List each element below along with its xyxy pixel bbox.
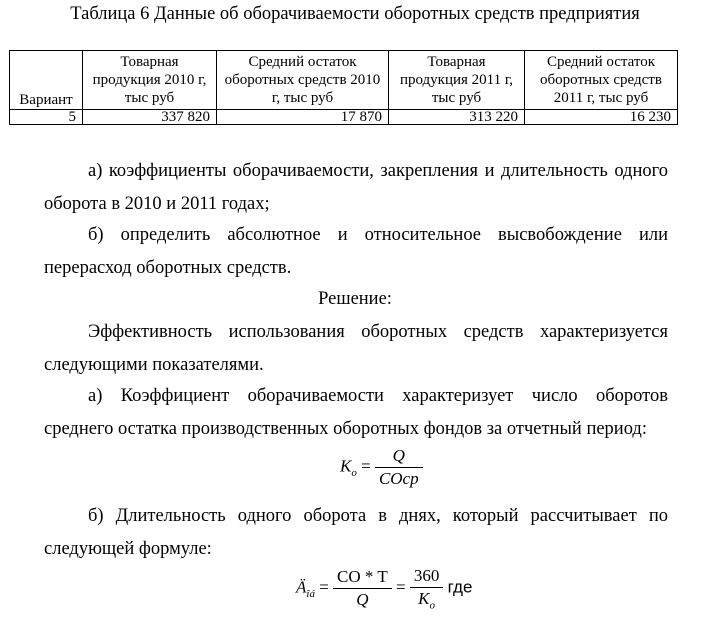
cell-variant: 5 (10, 110, 83, 125)
formula2-fraction2 (410, 566, 444, 611)
table-header-row (10, 51, 678, 110)
cell-product-2010: 337 820 (83, 110, 217, 125)
header-avg-balance-2010: Средний остаток оборотных средств 2010 г, тыс руб (217, 51, 389, 110)
paragraph-duration: б) Длительность одного оборота в днях, который рассчитывает по следующей формуле: (44, 506, 668, 559)
table-title: Таблица 6 Данные об оборачиваемости оборотных средств предприятия (70, 4, 640, 24)
formula1-numerator: Q (392, 446, 405, 465)
paragraph-b: б) определить абсолютное и относительное высвобождение или перерасход оборотных средств. (44, 225, 668, 278)
paragraph-a: а) коэффициенты оборачиваемости, закрепления и длительность одного оборота в 2010 и 2011 годах; (44, 161, 668, 214)
paragraph-efficiency: Эффективность использования оборотных средств характеризуется следующими показателями. (44, 322, 668, 375)
formula2-denominator1: Q (333, 588, 392, 610)
formula2-tail: где (447, 577, 473, 597)
formula2-eq2: = (396, 577, 406, 597)
paragraph-coef: а) Коэффициент оборачиваемости характеризует число оборотов среднего остатка производственных оборотных фондов за отчетный период: (44, 386, 668, 439)
formula2-fraction1 (333, 567, 392, 610)
formula-turnover-duration (296, 566, 472, 611)
formula1-lhs-sub: o (351, 466, 357, 479)
formula-turnover-coefficient (340, 446, 423, 489)
formula1-fraction (375, 446, 423, 489)
formula2-numerator2: 360 (413, 566, 440, 585)
cell-avg-balance-2010: 17 870 (217, 110, 389, 125)
header-avg-balance-2011: Средний остаток оборотных средств 2011 г, тыс руб (525, 51, 678, 110)
data-table (9, 50, 678, 125)
cell-avg-balance-2011: 16 230 (525, 110, 678, 125)
formula2-denominator2: $K_o$ (410, 587, 444, 611)
table-row (10, 110, 678, 125)
formula2-numerator1: CO * T (337, 567, 388, 587)
header-product-2010: Товарная продукция 2010 г, тыс руб (83, 51, 217, 110)
formula2-lhs-sub: îá (306, 588, 315, 600)
header-product-2011: Товарная продукция 2011 г, тыс руб (389, 51, 525, 110)
cell-product-2011: 313 220 (389, 110, 525, 125)
formula1-eq: = (361, 456, 371, 476)
header-variant: Вариант (10, 51, 83, 110)
formula1-denominator: COcp (375, 467, 423, 489)
formula2-eq1: = (319, 577, 329, 597)
solution-heading: Решение: (318, 289, 392, 309)
formula1-lhs: K (340, 456, 352, 476)
formula2-lhs: Ä (296, 577, 307, 597)
